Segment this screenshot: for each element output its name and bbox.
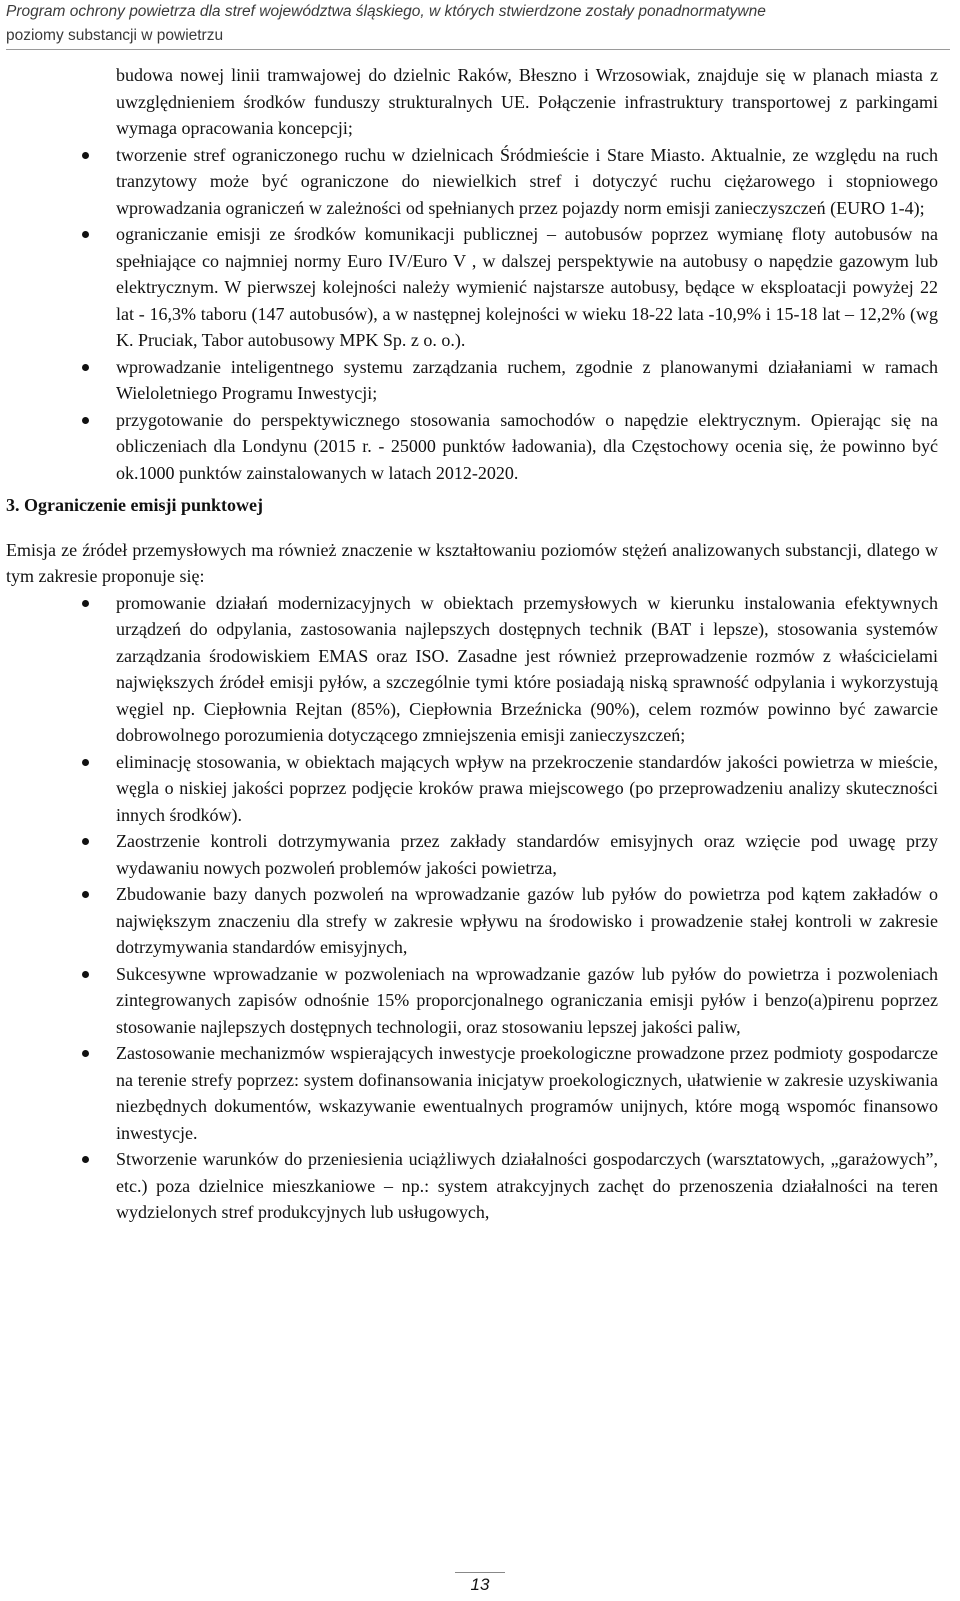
bullet-icon: [82, 838, 89, 845]
list-item-text: tworzenie stref ograniczonego ruchu w dzielnicach Śródmieście i Stare Miasto. Aktualnie, ze względu na ruch tranzytowy może być ograniczone do niewielkich stref i dotyczyć ruchu ciężarowego i stopniowego wprowadzania ograniczeń w zależności od spełnianych przez pojazdy norm emisji zanieczyszczeń (EURO 1-4);: [116, 144, 938, 218]
bullet-icon: [82, 231, 89, 238]
header-title-line2: poziomy substancji w powietrzu: [6, 27, 224, 44]
point-emission-measures-list: [0, 590, 960, 1226]
list-item: [116, 590, 938, 749]
bullet-icon: [82, 891, 89, 898]
transport-measures-list: [0, 142, 960, 487]
list-item-text: Zaostrzenie kontroli dotrzymywania przez zakłady standardów emisyjnych oraz wzięcie pod uwagę przy wydawaniu nowych pozwoleń problemów jakości powietrza,: [116, 831, 938, 878]
running-header: [6, 0, 950, 48]
list-item-text: wprowadzanie inteligentnego systemu zarządzania ruchem, zgodnie z planowanymi działaniami w ramach Wieloletniego Programu Inwestycji;: [116, 356, 938, 403]
section-intro-paragraph: Emisja ze źródeł przemysłowych ma również znaczenie w kształtowaniu poziomów stężeń analizowanych substancji, dlatego w tym zakresie proponuje się:: [6, 539, 938, 586]
list-item-text: eliminację stosowania, w obiektach mających wpływ na przekroczenie standardów jakości powietrza w mieście, węgla o niskiej jakości poprzez podjęcie kroków prawa miejscowego (po przeprowadzeniu analizy skuteczności innych środków).: [116, 751, 938, 825]
list-item: [116, 961, 938, 1041]
bullet-icon: [82, 600, 89, 607]
bullet-icon: [82, 971, 89, 978]
list-item: [116, 354, 938, 407]
list-item-text: promowanie działań modernizacyjnych w obiektach przemysłowych w kierunku instalowania efektywnych urządzeń do odpylania, zastosowania najlepszych dostępnych technik (BAT i lepsze), stosowania systemów zarządzania środowiskiem EMAS oraz ISO. Zasadne jest również przeprowadzenie rozmów z właścicielami największych źródeł emisji pyłów, a szczególnie tymi które posiadają niską sprawność odpylania i wykorzystują węgiel np. Ciepłownia Rejtan (85%), Ciepłownia Brzeźnicka (90%), celem rozmów powinno być zawarcie dobrowolnego porozumienia dotyczącego zmniejszenia emisji zanieczyszczeń;: [116, 592, 938, 745]
page-body: [0, 62, 960, 1226]
bullet-icon: [82, 759, 89, 766]
list-item: [116, 828, 938, 881]
list-item: [116, 881, 938, 961]
header-title-line1: Program ochrony powietrza dla stref województwa śląskiego, w których stwierdzone zostały ponadnormatywne: [6, 3, 766, 20]
bullet-icon: [82, 1156, 89, 1163]
list-item: [116, 749, 938, 829]
list-item: [116, 407, 938, 487]
list-item-text: Zastosowanie mechanizmów wspierających inwestycje proekologiczne prowadzone przez podmioty gospodarcze na terenie strefy poprzez: system dofinansowania inicjatyw proekologicznych, ułatwienie w zakresie uzyskiwania niezbędnych dokumentów, wskazywanie ewentualnych programów unijnych, które mogą wspomóc finansowo inwestycje.: [116, 1043, 938, 1143]
list-item-text: Sukcesywne wprowadzanie w pozwoleniach na wprowadzanie gazów lub pyłów do powietrza i pozwoleniach zintegrowanych zapisów odnośnie 15% proporcjonalnego ograniczania emisji pyłów i benzo(a)pirenu poprzez stosowanie najlepszych dostępnych technologii, oraz stosowaniu lepszej jakości paliw,: [116, 963, 938, 1037]
header-divider: [6, 49, 950, 50]
section-heading: 3. Ograniczenie emisji punktowej: [6, 495, 263, 515]
bullet-icon: [82, 1050, 89, 1057]
footer-divider: [455, 1572, 505, 1573]
bullet-icon: [82, 364, 89, 371]
list-item-text: Stworzenie warunków do przeniesienia uciążliwych działalności gospodarczych (warsztatowych, „garażowych”, etc.) poza dzielnice mieszkaniowe – np.: system atrakcyjnych zachęt do przenoszenia działalności na teren wydzielonych stref produkcyjnych lub usługowych,: [116, 1149, 938, 1222]
list-item: [116, 221, 938, 354]
list-item: [116, 1146, 938, 1226]
list-item-text: ograniczanie emisji ze środków komunikacji publicznej – autobusów poprzez wymianę floty autobusów na spełniające co najmniej normy Euro IV/Euro V , w dalszej perspektywie na autobusy o napędzie gazowym lub elektrycznym. W pierwszej kolejności należy wymienić najstarsze autobusy, będące w eksploatacji powyżej 22 lat - 16,3% taboru (147 autobusów), a w następnej kolejności w wieku 18-22 lata -10,9% i 15-18 lat – 12,2% (wg K. Pruciak, Tabor autobusowy MPK Sp. z o. o.).: [116, 224, 938, 350]
continued-bullet-text: budowa nowej linii tramwajowej do dzielnic Raków, Błeszno i Wrzosowiak, znajduje się w planach miasta z uwzględnieniem środków funduszy strukturalnych UE. Połączenie infrastruktury transportowej z parkingami wymaga opracowania koncepcji;: [116, 65, 938, 138]
list-item-text: Zbudowanie bazy danych pozwoleń na wprowadzanie gazów lub pyłów do powietrza pod kątem zakładów o największym znaczeniu dla strefy w zakresie wpływu na środowisko i prowadzenie stałej kontroli w zakresie dotrzymywania standardów emisyjnych,: [116, 884, 938, 957]
bullet-icon: [82, 152, 89, 159]
bullet-icon: [82, 417, 89, 424]
page-number: 13: [470, 1575, 490, 1594]
list-item-text: przygotowanie do perspektywicznego stosowania samochodów o napędzie elektrycznym. Opierając się na obliczeniach dla Londynu (2015 r. - 25000 punktów ładowania), dla Częstochowy ocenia się, że powinno być ok.1000 punktów zainstalowanych w latach 2012-2020.: [116, 409, 938, 483]
list-item: [116, 1040, 938, 1146]
list-item: [116, 142, 938, 222]
